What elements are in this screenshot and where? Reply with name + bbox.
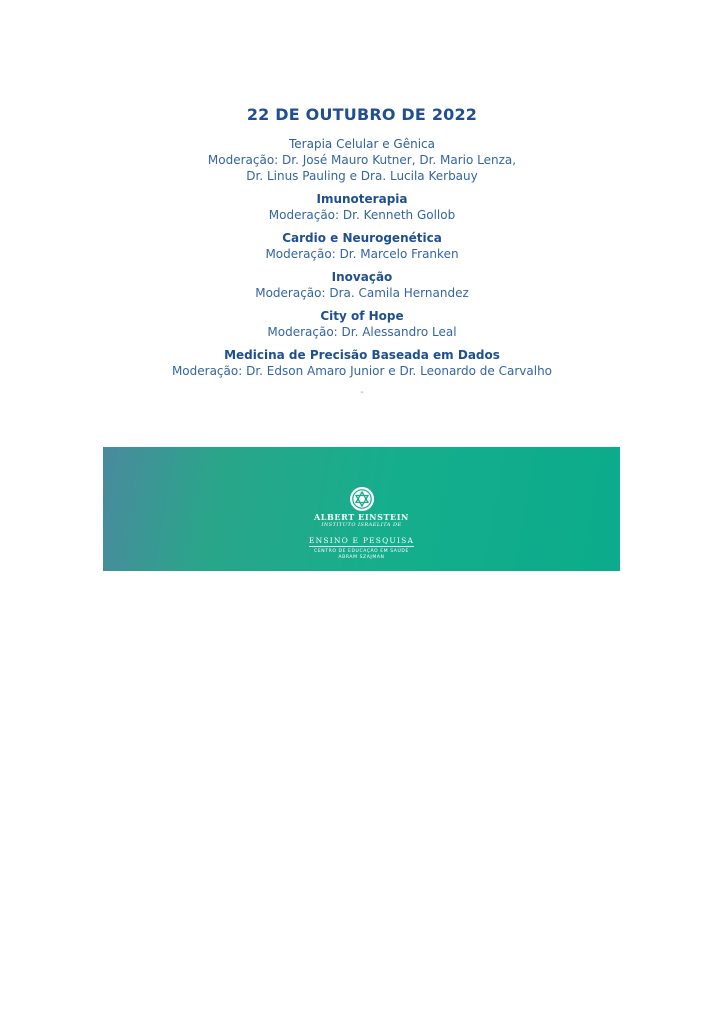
einstein-star-icon bbox=[349, 486, 375, 512]
session-title: City of Hope bbox=[320, 309, 404, 323]
date-title: 22 DE OUTUBRO DE 2022 bbox=[246, 105, 478, 124]
session-cardio-neurogenetics bbox=[0, 230, 724, 262]
session-title: Terapia Celular e Gênica bbox=[289, 137, 435, 151]
session-gene-therapy bbox=[0, 136, 724, 184]
logo-centro: CENTRO DE EDUCAÇÃO EM SAÚDE bbox=[314, 549, 409, 554]
logo-name: ALBERT EINSTEIN bbox=[314, 512, 409, 522]
program-content bbox=[0, 104, 724, 400]
session-moderation: Moderação: Dr. Alessandro Leal bbox=[267, 325, 457, 339]
session-city-of-hope bbox=[0, 308, 724, 340]
session-moderation: Moderação: Dr. José Mauro Kutner, Dr. Mario Lenza, Dr. Linus Pauling e Dra. Lucila Kerbauy bbox=[207, 153, 517, 183]
logo-abram: ABRAM SZAJMAN bbox=[338, 555, 385, 560]
session-moderation: Moderação: Dra. Camila Hernandez bbox=[255, 286, 469, 300]
session-immunotherapy bbox=[0, 191, 724, 223]
session-precision-medicine bbox=[0, 347, 724, 379]
albert-einstein-logo bbox=[103, 486, 620, 561]
session-moderation: Moderação: Dr. Edson Amaro Junior e Dr. Leonardo de Carvalho bbox=[171, 364, 553, 378]
session-title: Imunoterapia bbox=[316, 192, 408, 206]
logo-institute: INSTITUTO ISRAELITA DE bbox=[321, 522, 402, 528]
separator-dash: - bbox=[360, 387, 364, 398]
logo-ensino: ENSINO E PESQUISA bbox=[308, 536, 415, 545]
session-moderation: Moderação: Dr. Kenneth Gollob bbox=[268, 208, 456, 222]
session-title: Medicina de Precisão Baseada em Dados bbox=[224, 348, 500, 362]
session-moderation: Moderação: Dr. Marcelo Franken bbox=[265, 247, 459, 261]
footer-banner bbox=[103, 447, 620, 571]
session-title: Cardio e Neurogenética bbox=[282, 231, 442, 245]
session-innovation bbox=[0, 269, 724, 301]
session-title: Inovação bbox=[331, 270, 393, 284]
